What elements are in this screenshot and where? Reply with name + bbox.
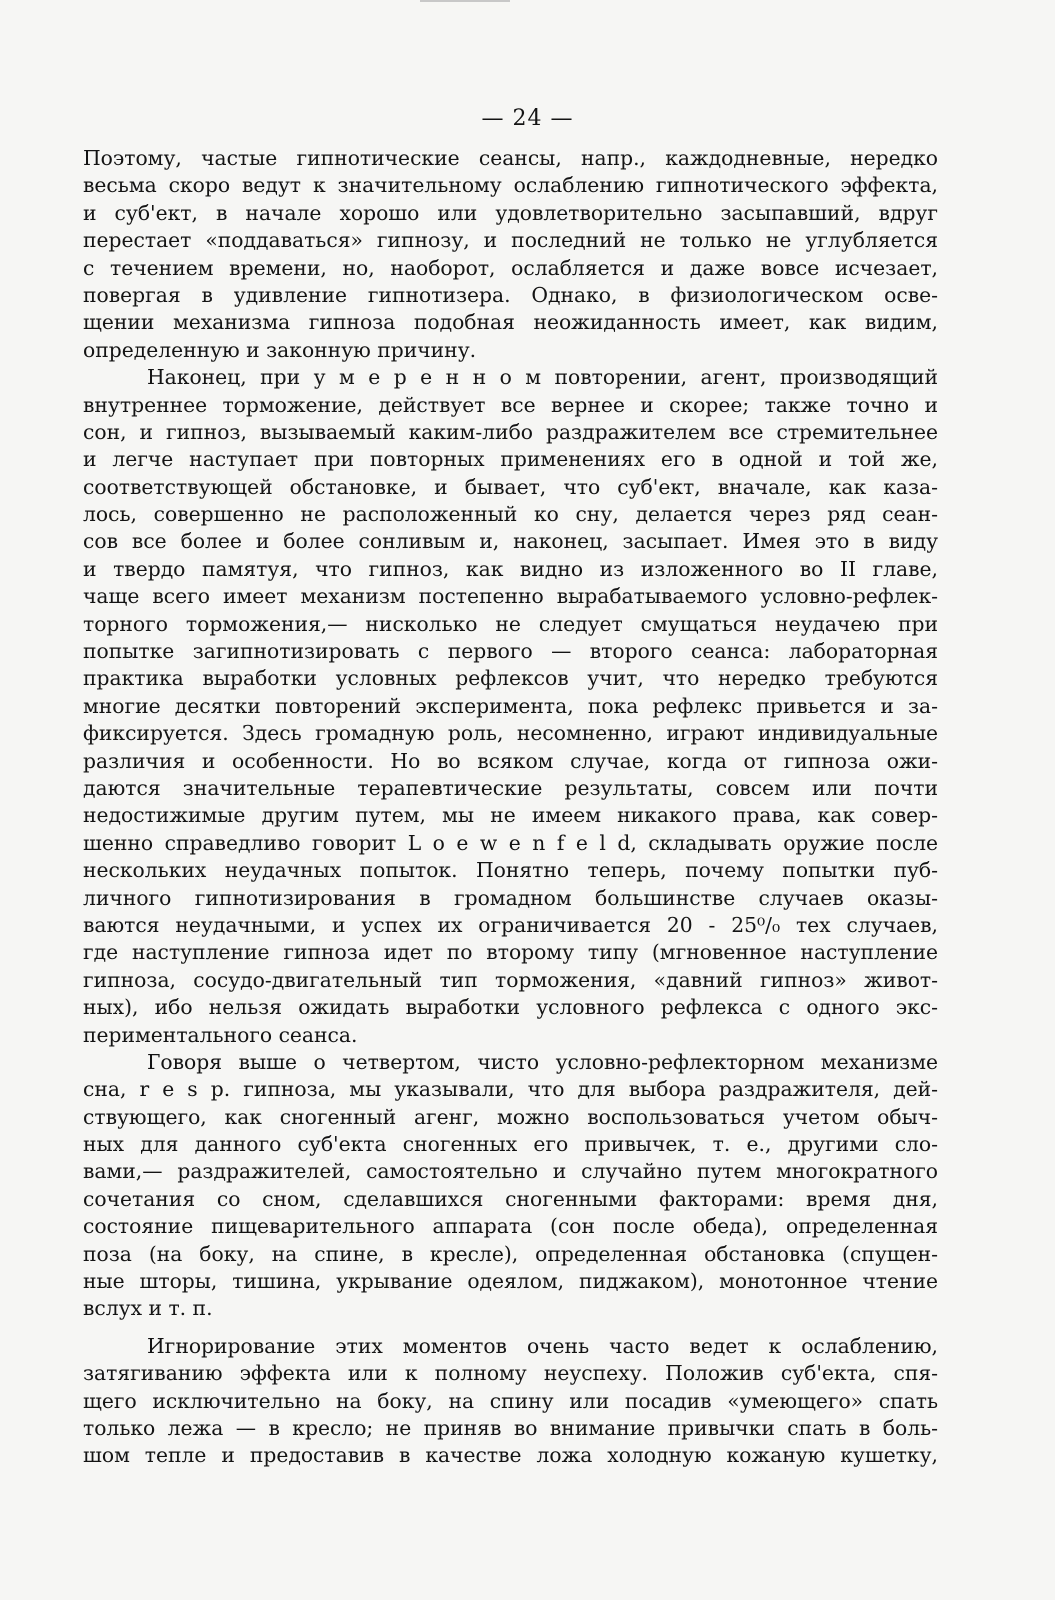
text-line: сна, r e s p. гипноза, мы указывали, что для выбора раздражителя, дей-: [83, 1077, 938, 1102]
text-line: Говоря выше о четвертом, чисто условно-рефлекторном механизме: [147, 1049, 938, 1074]
text-line: лось, совершенно не расположенный ко сну, делается через ряд сеан-: [83, 502, 938, 527]
paragraph: [83, 364, 938, 1049]
text-line: определенную и законную причину.: [83, 337, 477, 362]
text-line: фиксируется. Здесь громадную роль, несомненно, играют индивидуальные: [83, 721, 938, 746]
text-line: личного гипнотизирования в громадном большинстве случаев оказы-: [83, 885, 938, 910]
text-line: затягиванию эффекта или к полному неуспеху. Положив суб'екта, спя-: [83, 1361, 938, 1386]
text-line: перестает «поддаваться» гипнозу, и последний не только не углубляется: [83, 228, 938, 253]
paragraph-spacer: [83, 1323, 938, 1333]
text-line: практика выработки условных рефлексов учит, что нередко требуются: [83, 666, 938, 691]
text-line: вами,— раздражителей, самостоятельно и случайно путем многократного: [83, 1159, 938, 1184]
text-line: только лежа — в кресло; не приняв во внимание привычки спать в боль-: [83, 1415, 938, 1440]
text-line: даются значительные терапевтические результаты, совсем или почти: [83, 775, 938, 800]
text-line: поза (на боку, на спине, в кресле), определенная обстановка (спущен-: [83, 1241, 938, 1266]
text-line: соответствующей обстановке, и бывает, что суб'ект, вначале, как каза-: [83, 474, 938, 499]
text-line: ных), ибо нельзя ожидать выработки условного рефлекса с одного экс-: [83, 995, 938, 1020]
text-line: с течением времени, но, наоборот, ослабляется и даже вовсе исчезает,: [83, 255, 938, 280]
text-line: и суб'ект, в начале хорошо или удовлетворительно засыпавший, вдруг: [83, 200, 938, 225]
text-line: повергая в удивление гипнотизера. Однако, в физиологическом осве-: [83, 282, 938, 307]
text-line: вслух и т. п.: [83, 1296, 213, 1321]
text-line: чаще всего имеет механизм постепенно вырабатываемого условно-рефлек-: [83, 584, 938, 609]
text-line: многие десятки повторений эксперимента, пока рефлекс привьется и за-: [83, 693, 938, 718]
text-line: весьма скоро ведут к значительному ослаблению гипнотического эффекта,: [83, 173, 938, 198]
text-line: гипноза, сосудо-двигательный тип торможения, «давний гипноз» живот-: [83, 967, 938, 992]
text-line: ваются неудачными, и успех их ограничивается 20 - 25⁰/₀ тех случаев,: [83, 912, 938, 937]
text-line: различия и особенности. Но во всяком случае, когда от гипноза ожи-: [83, 748, 938, 773]
text-line: шенно справедливо говорит L o e w e n f e l d, складывать оружие после: [83, 830, 938, 855]
text-line: внутреннее торможение, действует все вернее и скорее; также точно и: [83, 392, 938, 417]
text-line: щего исключительно на боку, на спину или посадив «умеющего» спать: [83, 1388, 938, 1413]
text-line: Игнорирование этих моментов очень часто ведет к ослаблению,: [147, 1333, 938, 1358]
body-text: [83, 145, 938, 1470]
text-line: шом тепле и предоставив в качестве ложа холодную кожаную кушетку,: [83, 1443, 938, 1468]
paragraph: [83, 1333, 938, 1470]
text-line: попытке загипнотизировать с первого — второго сеанса: лабораторная: [83, 639, 938, 664]
text-line: ствующего, как сногенный агенг, можно воспользоваться учетом обыч-: [83, 1104, 938, 1129]
text-line: недостижимые другим путем, мы не имеем никакого права, как совер-: [83, 803, 938, 828]
text-line: сон, и гипноз, вызываемый каким-либо раздражителем все стремительнее: [83, 419, 938, 444]
text-line: и легче наступает при повторных применениях его в одной и той же,: [83, 447, 938, 472]
text-line: ных для данного суб'екта сногенных его привычек, т. е., другими сло-: [83, 1132, 938, 1157]
text-line: ные шторы, тишина, укрывание одеялом, пиджаком), монотонное чтение: [83, 1269, 938, 1294]
paragraph: [83, 145, 938, 364]
text-line: и твердо памятуя, что гипноз, как видно из изложенного во II главе,: [83, 556, 938, 581]
text-line: Наконец, при у м е р е н н о м повторении, агент, производящий: [147, 365, 938, 390]
text-line: сов все более и более сонливым и, наконец, засыпает. Имея это в виду: [83, 529, 938, 554]
top-edge-rule: [420, 0, 510, 2]
text-line: нескольких неудачных попыток. Понятно теперь, почему попытки пуб-: [83, 858, 938, 883]
text-line: сочетания со сном, сделавшихся сногенными факторами: время дня,: [83, 1186, 938, 1211]
text-line: Поэтому, частые гипнотические сеансы, напр., каждодневные, нередко: [83, 146, 938, 170]
text-line: где наступление гипноза идет по второму типу (мгновенное наступление: [83, 940, 938, 965]
text-line: периментального сеанса.: [83, 1022, 358, 1047]
text-line: щении механизма гипноза подобная неожиданность имеет, как видим,: [83, 310, 938, 335]
paragraph: [83, 1049, 938, 1323]
text-line: торного торможения,— нисколько не следует смущаться неудачею при: [83, 611, 938, 636]
text-line: состояние пищеварительного аппарата (сон после обеда), определенная: [83, 1214, 938, 1239]
page-number: — 24 —: [481, 106, 574, 131]
